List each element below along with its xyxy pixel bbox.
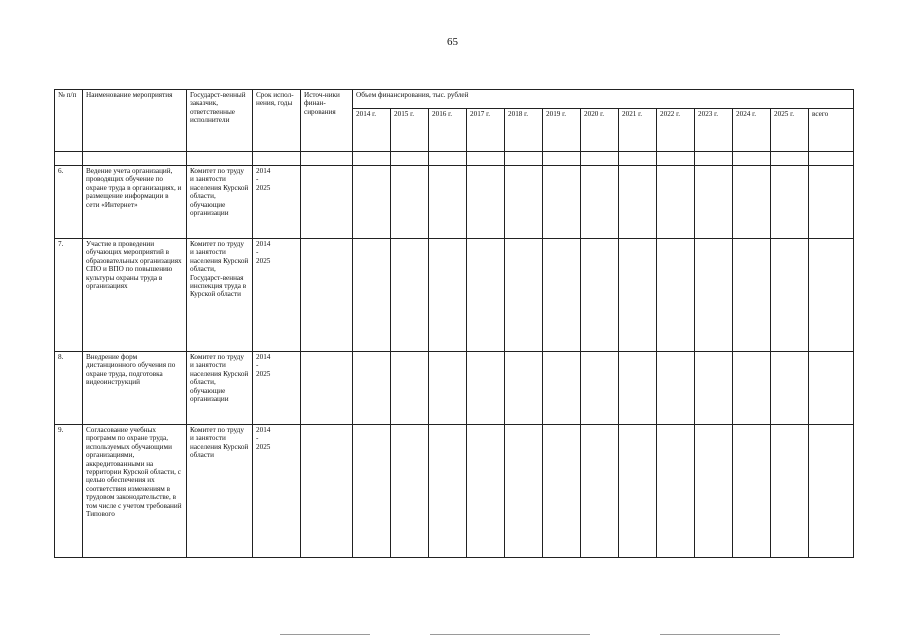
header-year: 2025 г. [771,109,809,152]
row-name: Внедрение форм дистанционного обучения по охране труда, подготовка видеоинструкций [83,352,187,425]
row-term: 2014 - 2025 [253,425,301,558]
page-number: 65 [447,36,458,48]
header-year: 2016 г. [429,109,467,152]
header-funding: Объем финансирования, тыс. рублей [353,90,854,109]
header-num: № п/п [55,90,83,152]
scan-artifact-line [430,634,590,635]
header-year-total: всего [809,109,854,152]
header-year: 2019 г. [543,109,581,152]
row-customer: Комитет по труду и занятости населения Курской области, обучающие организации [187,166,253,239]
scan-artifact-line [280,634,370,635]
row-name: Участие в проведении обучающих мероприятий в образовательных организациях СПО и ВПО по повышению культуры охраны труда в организациях [83,239,187,352]
header-year: 2022 г. [657,109,695,152]
header-term: Срок испол-нения, годы [253,90,301,152]
header-year: 2021 г. [619,109,657,152]
header-year: 2024 г. [733,109,771,152]
table-row [55,425,854,558]
header-source: Источ-ники финан-сирования [301,90,353,152]
row-num: 6. [55,166,83,239]
header-customer: Государст-венный заказчик, ответственные исполнители [187,90,253,152]
row-num: 8. [55,352,83,425]
header-year: 2014 г. [353,109,391,152]
header-row [55,90,854,109]
table-row [55,239,854,352]
separator-row [55,152,854,166]
row-term: 2014 - 2025 [253,352,301,425]
row-term: 2014 - 2025 [253,166,301,239]
row-term: 2014 - 2025 [253,239,301,352]
row-num: 9. [55,425,83,558]
row-customer: Комитет по труду и занятости населения Курской области [187,425,253,558]
header-year: 2015 г. [391,109,429,152]
scan-artifact-line [660,634,780,635]
header-year: 2020 г. [581,109,619,152]
header-year: 2023 г. [695,109,733,152]
row-num: 7. [55,239,83,352]
header-year: 2017 г. [467,109,505,152]
table-row [55,352,854,425]
funding-plan-table [54,89,854,558]
table-row [55,166,854,239]
row-name: Ведение учета организаций, проводящих обучение по охране труда в организациях, и размещение информации в сети «Интернет» [83,166,187,239]
row-customer: Комитет по труду и занятости населения Курской области, обучающие организации [187,352,253,425]
row-name: Согласование учебных программ по охране труда, используемых обучающими организациями, аккредитованными на территории Курской области, с целью обеспечения их соответствия изменениям в трудовом законодательстве, в том числе с учетом требований Типового [83,425,187,558]
row-customer: Комитет по труду и занятости населения Курской области, Государст-венная инспекция труда в Курской области [187,239,253,352]
header-year: 2018 г. [505,109,543,152]
header-name: Наименование мероприятия [83,90,187,152]
